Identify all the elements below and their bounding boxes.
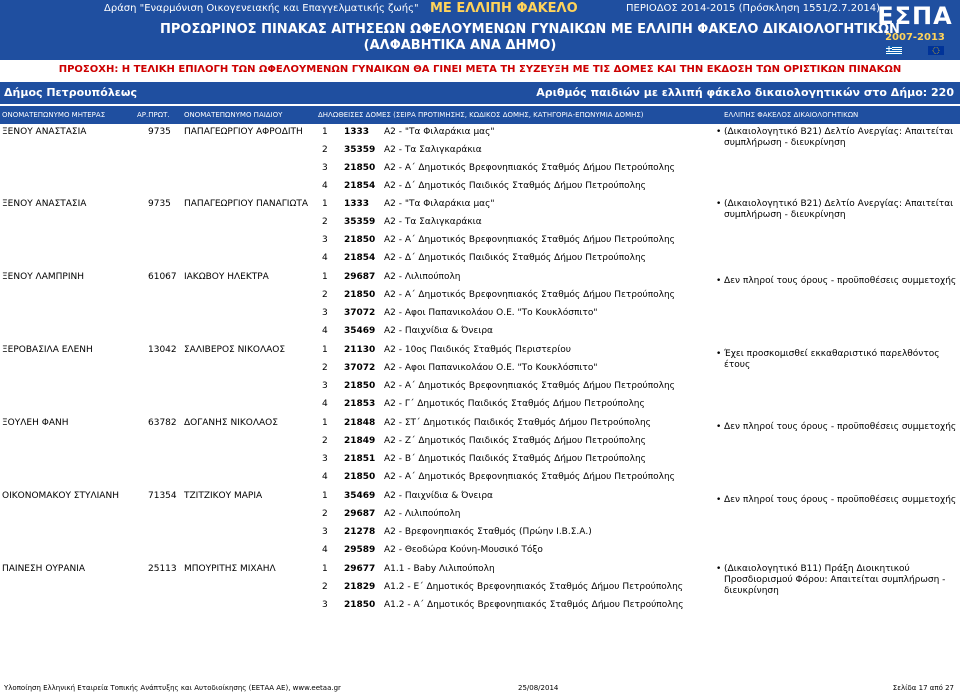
column-header-protocol: ΑΡ.ΠΡΩΤ. <box>137 111 170 119</box>
bullet-icon: • <box>716 422 722 432</box>
status-text: (Δικαιολογητικό Β21) Δελτίο Ανεργίας: Απαιτείται συμπλήρωση - διευκρίνηση <box>724 127 954 148</box>
mother-name: ΞΕΝΟΥ ΛΑΜΠΡΙΝΗ <box>2 272 84 282</box>
structure-line <box>0 145 720 163</box>
structure-description: Α2 - Α΄ Δημοτικός Βρεφονηπιακός Σταθμός Δήμου Πετρούπολης <box>384 472 675 482</box>
banner-status: ΜΕ ΕΛΛΙΠΗ ΦΑΚΕΛΟ <box>430 1 578 16</box>
structure-line <box>0 381 720 399</box>
structure-line <box>0 564 720 582</box>
structure-line <box>0 399 720 417</box>
preference-order: 3 <box>322 454 328 464</box>
structure-description: Α2 - Δ΄ Δημοτικός Παιδικός Σταθμός Δήμου Πετρούπολης <box>384 253 646 263</box>
preference-order: 2 <box>322 145 328 155</box>
structure-code: 1333 <box>344 127 370 137</box>
mother-name: ΟΙΚΟΝΟΜΑΚΟΥ ΣΤΥΛΙΑΝΗ <box>2 491 119 501</box>
missing-documents-note <box>716 276 960 287</box>
child-name: ΤΖΙΤΖΙΚΟΥ ΜΑΡΙΑ <box>184 491 263 501</box>
bullet-icon: • <box>716 349 722 359</box>
structure-line <box>0 491 720 509</box>
structure-line <box>0 199 720 217</box>
preference-order: 3 <box>322 235 328 245</box>
structure-line <box>0 290 720 308</box>
structure-description: Α2 - "Τα Φιλαράκια μας" <box>384 199 495 209</box>
column-header-missing: ΕΛΛΙΠΗΣ ΦΑΚΕΛΟΣ ΔΙΚΑΙΟΛΟΓΗΤΙΚΩΝ <box>724 111 859 119</box>
structure-description: Α2 - Τα Σαλιγκαράκια <box>384 217 482 227</box>
structure-description: Α2 - "Τα Φιλαράκια μας" <box>384 127 495 137</box>
structure-description: Α2 - Δ΄ Δημοτικός Παιδικός Σταθμός Δήμου Πετρούπολης <box>384 181 646 191</box>
child-name: ΠΑΠΑΓΕΩΡΓΙΟΥ ΠΑΝΑΓΙΩΤΑ <box>184 199 308 209</box>
protocol-number: 25113 <box>148 564 177 574</box>
structure-code: 35469 <box>344 491 376 501</box>
structure-description: Α2 - Θεοδώρα Κούνη-Μουσικό Τόξο <box>384 545 543 555</box>
status-text: Δεν πληροί τους όρους - προϋποθέσεις συμμετοχής <box>724 422 957 432</box>
mother-name: ΞΕΝΟΥ ΑΝΑΣΤΑΣΙΑ <box>2 127 87 137</box>
status-text: Δεν πληροί τους όρους - προϋποθέσεις συμμετοχής <box>724 495 957 505</box>
structure-description: Α2 - Λιλιπούπολη <box>384 272 461 282</box>
structure-line <box>0 509 720 527</box>
structure-line <box>0 235 720 253</box>
structure-code: 21278 <box>344 527 376 537</box>
structure-line <box>0 272 720 290</box>
structure-line <box>0 600 720 618</box>
greek-flag-icon <box>886 46 902 55</box>
structure-code: 37072 <box>344 308 376 318</box>
protocol-number: 61067 <box>148 272 177 282</box>
espa-logo-word: ΕΣΠΑ <box>877 2 953 30</box>
structure-line <box>0 308 720 326</box>
structure-code: 21853 <box>344 399 376 409</box>
footer-page-number: Σελίδα 17 από 27 <box>892 684 954 692</box>
preference-order: 1 <box>322 491 328 501</box>
child-name: ΠΑΠΑΓΕΩΡΓΙΟΥ ΑΦΡΟΔΙΤΗ <box>184 127 303 137</box>
structure-code: 21829 <box>344 582 376 592</box>
preference-order: 2 <box>322 509 328 519</box>
structure-code: 29687 <box>344 509 376 519</box>
structure-code: 21130 <box>344 345 376 355</box>
structure-description: Α2 - Αφοι Παπανικολάου Ο.Ε. "Το Κουκλόσπιτο" <box>384 363 598 373</box>
bullet-icon: • <box>716 127 722 137</box>
structure-line <box>0 127 720 145</box>
structure-code: 21849 <box>344 436 376 446</box>
structure-description: Α2 - Παιχνίδια & Όνειρα <box>384 326 493 336</box>
structure-description: Α2 - Α΄ Δημοτικός Βρεφονηπιακός Σταθμός Δήμου Πετρούπολης <box>384 235 675 245</box>
preference-order: 1 <box>322 345 328 355</box>
preference-order: 2 <box>322 363 328 373</box>
structure-description: Α2 - Τα Σαλιγκαράκια <box>384 145 482 155</box>
structure-description: Α2 - 10ος Παιδικός Σταθμός Περιστερίου <box>384 345 571 355</box>
structure-line <box>0 181 720 199</box>
child-name: ΣΑΛΙΒΕΡΟΣ ΝΙΚΟΛΑΟΣ <box>184 345 286 355</box>
structure-line <box>0 454 720 472</box>
structure-description: Α2 - Παιχνίδια & Όνειρα <box>384 491 493 501</box>
structure-code: 1333 <box>344 199 370 209</box>
preference-order: 1 <box>322 127 328 137</box>
structure-code: 21850 <box>344 600 376 610</box>
column-header-structures: ΔΗΛΩΘΕΙΣΕΣ ΔΟΜΕΣ (ΣΕΙΡΑ ΠΡΟΤΙΜΗΣΗΣ, ΚΩΔΙΚΟΣ ΔΟΜΗΣ, ΚΑΤΗΓΟΡΙΑ-ΕΠΩΝΥΜΙΑ ΔΟΜΗΣ) <box>318 111 644 119</box>
structure-code: 21851 <box>344 454 376 464</box>
structure-description: Α1.2 - Α΄ Δημοτικός Βρεφονηπιακός Σταθμός Δήμου Πετρούπολης <box>384 600 684 610</box>
structure-code: 35359 <box>344 145 376 155</box>
structure-description: Α2 - Γ΄ Δημοτικός Παιδικός Σταθμός Δήμου Πετρούπολης <box>384 399 645 409</box>
structure-code: 21850 <box>344 163 376 173</box>
structure-code: 21850 <box>344 290 376 300</box>
structure-description: Α2 - Λιλιπούπολη <box>384 509 461 519</box>
preference-order: 1 <box>322 418 328 428</box>
missing-documents-note <box>716 564 960 597</box>
preference-order: 3 <box>322 600 328 610</box>
mother-name: ΞΕΡΟΒΑΣΙΛΑ ΕΛΕΝΗ <box>2 345 93 355</box>
structure-code: 29677 <box>344 564 376 574</box>
status-text: (Δικαιολογητικό Β11) Πράξη Διοικητικού Προσδιορισμού Φόρου: Απαιτείται συμπλήρωση - διευκρίνηση <box>724 564 946 596</box>
program-name: Δράση "Εναρμόνιση Οικογενειακής και Επαγγελματικής ζωής" <box>104 3 419 14</box>
preference-order: 4 <box>322 472 328 482</box>
preference-order: 1 <box>322 564 328 574</box>
structure-line <box>0 253 720 271</box>
preference-order: 4 <box>322 545 328 555</box>
mother-name: ΞΟΥΛΕΗ ΦΑΝΗ <box>2 418 69 428</box>
structure-description: Α1.2 - Ε΄ Δημοτικός Βρεφονηπιακός Σταθμός Δήμου Πετρούπολης <box>384 582 684 592</box>
protocol-number: 9735 <box>148 127 171 137</box>
structure-line <box>0 527 720 545</box>
preference-order: 3 <box>322 381 328 391</box>
structure-line <box>0 545 720 563</box>
footer-date: 25/08/2014 <box>518 684 559 692</box>
mother-name: ΞΕΝΟΥ ΑΝΑΣΤΑΣΙΑ <box>2 199 87 209</box>
preference-order: 2 <box>322 436 328 446</box>
preference-order: 2 <box>322 217 328 227</box>
structure-code: 35359 <box>344 217 376 227</box>
structure-line <box>0 436 720 454</box>
eu-flag-icon <box>928 46 944 55</box>
missing-documents-note <box>716 349 960 371</box>
structure-line <box>0 345 720 363</box>
preference-order: 4 <box>322 399 328 409</box>
structure-line <box>0 217 720 235</box>
preference-order: 4 <box>322 181 328 191</box>
notice-warning: ΠΡΟΣΟΧΗ: Η ΤΕΛΙΚΗ ΕΠΙΛΟΓΗ ΤΩΝ ΩΦΕΛΟΥΜΕΝΩΝ ΓΥΝΑΙΚΩΝ ΘΑ ΓΙΝΕΙ ΜΕΤΑ ΤΗ ΣΥΖΕΥΞΗ ΜΕ ΤΙΣ ΔΟΜΕΣ ΚΑΙ ΤΗΝ ΕΚΔΟΣΗ ΤΩΝ ΟΡΙΣΤΙΚΩΝ ΠΙΝΑΚΩΝ <box>0 60 960 80</box>
column-header-child: ΟΝΟΜΑΤΕΠΩΝΥΜΟ ΠΑΙΔΙΟΥ <box>184 111 283 119</box>
protocol-number: 13042 <box>148 345 177 355</box>
structure-code: 37072 <box>344 363 376 373</box>
protocol-number: 71354 <box>148 491 177 501</box>
column-header-mother: ΟΝΟΜΑΤΕΠΩΝΥΜΟ ΜΗΤΕΡΑΣ <box>2 111 106 119</box>
structure-description: Α2 - Αφοι Παπανικολάου Ο.Ε. "Το Κουκλόσπιτο" <box>384 308 598 318</box>
status-text: Έχει προσκομισθεί εκκαθαριστικό παρελθόντος έτους <box>724 349 940 370</box>
structure-line <box>0 418 720 436</box>
missing-documents-note <box>716 495 960 506</box>
structure-description: Α2 - Β΄ Δημοτικός Παιδικός Σταθμός Δήμου Πετρούπολης <box>384 454 646 464</box>
municipality-bar <box>0 82 960 104</box>
structure-description: Α1.1 - Baby Λιλιπούπολη <box>384 564 495 574</box>
status-text: (Δικαιολογητικό Β21) Δελτίο Ανεργίας: Απαιτείται συμπλήρωση - διευκρίνηση <box>724 199 954 220</box>
municipality-count: Αριθμός παιδιών με ελλιπή φάκελο δικαιολογητικών στο Δήμο: 220 <box>536 86 954 99</box>
protocol-number: 9735 <box>148 199 171 209</box>
footer-company: Υλοποίηση Ελληνική Εταιρεία Τοπικής Ανάπτυξης και Αυτοδιοίκησης (ΕΕΤΑΑ ΑΕ), www.eetaa.gr <box>4 684 341 692</box>
missing-documents-note <box>716 422 960 433</box>
structure-code: 21854 <box>344 181 376 191</box>
structure-code: 21850 <box>344 472 376 482</box>
structure-code: 35469 <box>344 326 376 336</box>
structure-line <box>0 163 720 181</box>
structure-code: 21854 <box>344 253 376 263</box>
structure-code: 29589 <box>344 545 376 555</box>
structure-description: Α2 - Α΄ Δημοτικός Βρεφονηπιακός Σταθμός Δήμου Πετρούπολης <box>384 163 675 173</box>
table-header <box>0 106 960 124</box>
structure-code: 21848 <box>344 418 376 428</box>
bullet-icon: • <box>716 276 722 286</box>
period-label: ΠΕΡΙΟΔΟΣ 2014-2015 (Πρόσκληση 1551/2.7.2014) <box>626 3 881 14</box>
preference-order: 4 <box>322 253 328 263</box>
document-subtitle: (ΑΛΦΑΒΗΤΙΚΑ ΑΝΑ ΔΗΜΟ) <box>363 38 557 53</box>
structure-line <box>0 582 720 600</box>
preference-order: 2 <box>322 582 328 592</box>
structure-code: 21850 <box>344 381 376 391</box>
child-name: ΔΟΓΑΝΗΣ ΝΙΚΟΛΑΟΣ <box>184 418 278 428</box>
records-table <box>0 127 960 617</box>
document-title: ΠΡΟΣΩΡΙΝΟΣ ΠΙΝΑΚΑΣ ΑΙΤΗΣΕΩΝ ΩΦΕΛΟΥΜΕΝΩΝ ΓΥΝΑΙΚΩΝ ΜΕ ΕΛΛΙΠΗ ΦΑΚΕΛΟ ΔΙΚΑΙΟΛΟΓΗΤΙΚΩΝ <box>160 22 900 37</box>
bullet-icon: • <box>716 199 722 209</box>
missing-documents-note <box>716 199 960 221</box>
espa-logo <box>872 2 958 58</box>
page-footer <box>0 684 960 697</box>
preference-order: 2 <box>322 290 328 300</box>
header-banner <box>0 0 960 60</box>
mother-name: ΠΑΙΝΕΣΗ ΟΥΡΑΝΙΑ <box>2 564 86 574</box>
structure-line <box>0 472 720 490</box>
status-text: Δεν πληροί τους όρους - προϋποθέσεις συμμετοχής <box>724 276 957 286</box>
preference-order: 3 <box>322 163 328 173</box>
protocol-number: 63782 <box>148 418 177 428</box>
structure-description: Α2 - Ζ΄ Δημοτικός Παιδικός Σταθμός Δήμου Πετρούπολης <box>384 436 646 446</box>
preference-order: 3 <box>322 308 328 318</box>
child-name: ΜΠΟΥΡΙΤΗΣ ΜΙΧΑΗΛ <box>184 564 276 574</box>
municipality-name: Δήμος Πετρουπόλεως <box>4 86 137 99</box>
preference-order: 3 <box>322 527 328 537</box>
preference-order: 1 <box>322 199 328 209</box>
preference-order: 1 <box>322 272 328 282</box>
child-name: ΙΑΚΩΒΟΥ ΗΛΕΚΤΡΑ <box>184 272 269 282</box>
structure-code: 29687 <box>344 272 376 282</box>
bullet-icon: • <box>716 495 722 505</box>
structure-description: Α2 - ΣΤ΄ Δημοτικός Παιδικός Σταθμός Δήμου Πετρούπολης <box>384 418 651 428</box>
eu-greece-flags <box>876 46 954 55</box>
structure-description: Α2 - Α΄ Δημοτικός Βρεφονηπιακός Σταθμός Δήμου Πετρούπολης <box>384 381 675 391</box>
preference-order: 4 <box>322 326 328 336</box>
bullet-icon: • <box>716 564 722 574</box>
espa-logo-years: 2007-2013 <box>885 32 945 43</box>
structure-line <box>0 326 720 344</box>
structure-description: Α2 - Βρεφονηπιακός Σταθμός (Πρώην Ι.Β.Σ.Α.) <box>384 527 592 537</box>
structure-code: 21850 <box>344 235 376 245</box>
structure-line <box>0 363 720 381</box>
structure-description: Α2 - Α΄ Δημοτικός Βρεφονηπιακός Σταθμός Δήμου Πετρούπολης <box>384 290 675 300</box>
missing-documents-note <box>716 127 960 149</box>
